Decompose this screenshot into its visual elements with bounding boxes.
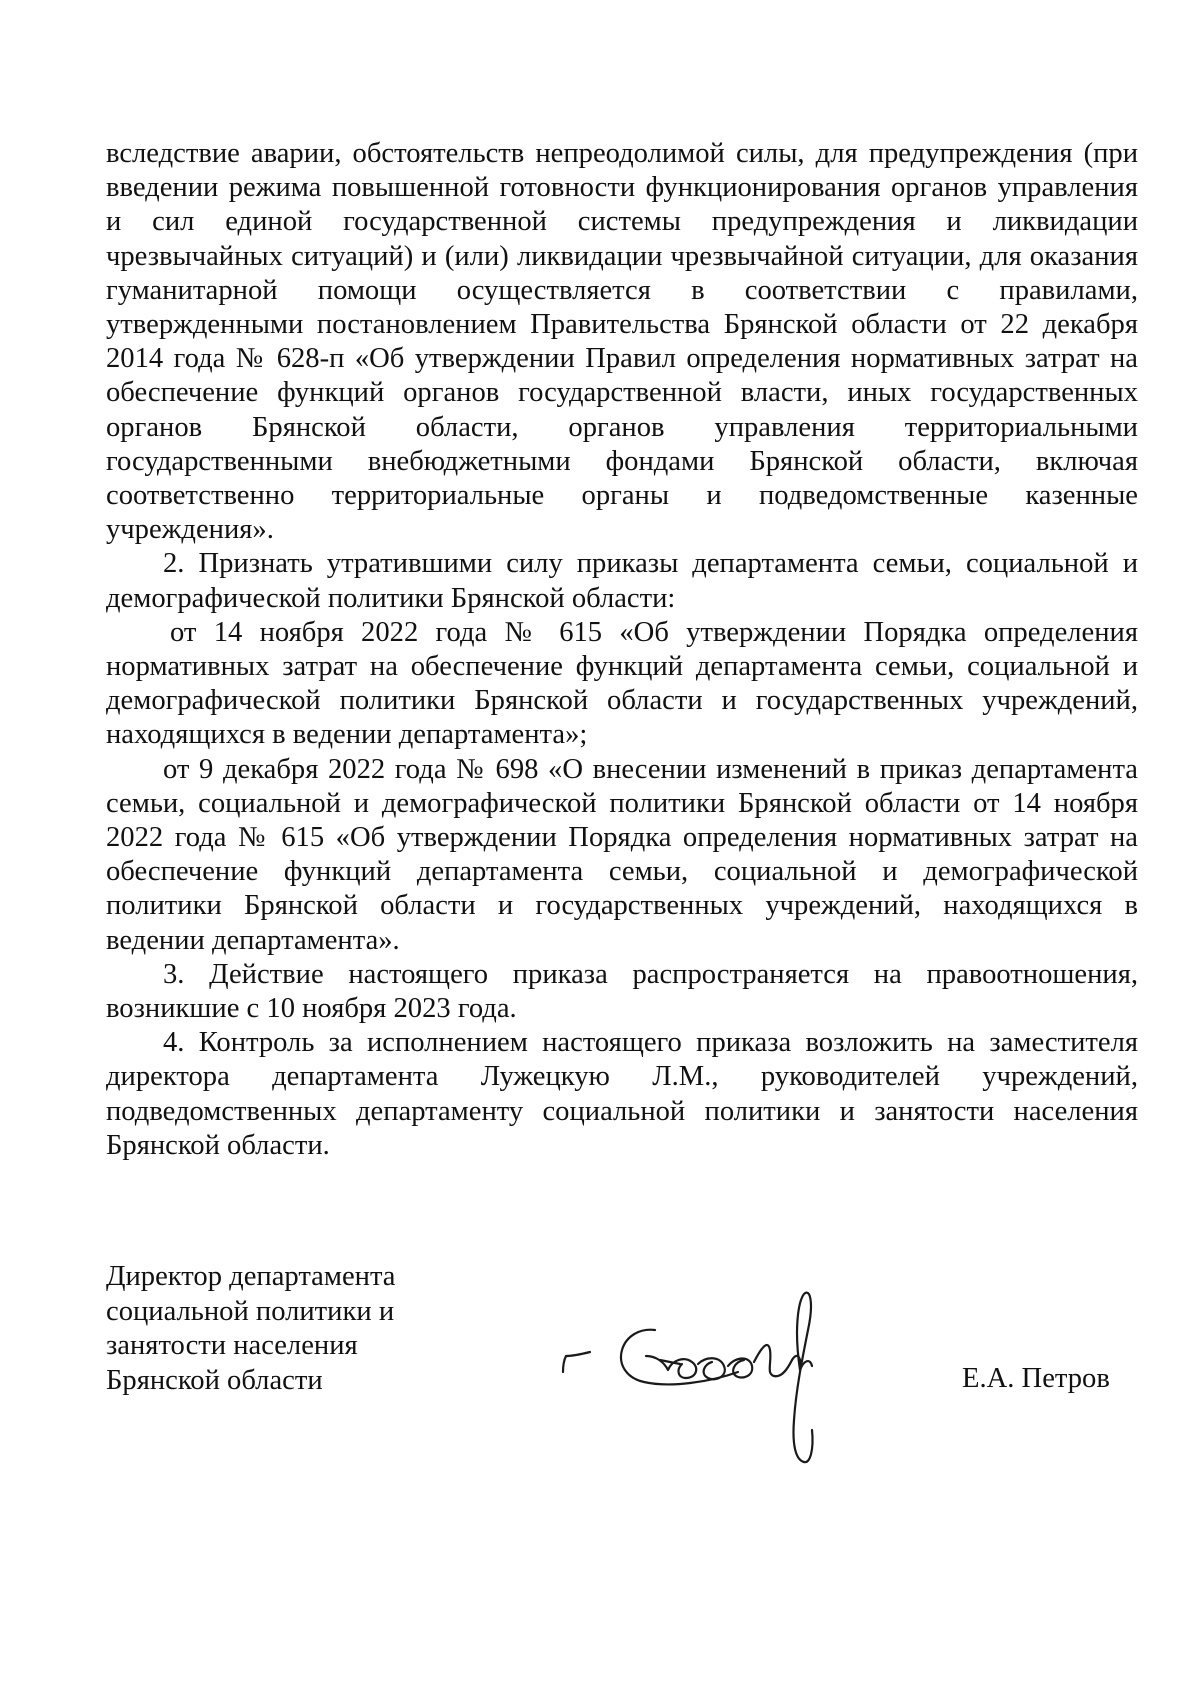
paragraph-repealed-order-698: от 9 декабря 2022 года № 698 «О внесении изменений в приказ департамента семьи, социальной и демографической политики Брянской области от 14 ноября 2022 года № 615 «Об утверждении Порядка определения нормативных затрат на обеспечение функций департамента семьи, социальной и демографической политики Брянской области и государственных учреждений, находящихся в ведении департамента». [106,753,1138,956]
paragraph-item-4: 4. Контроль за исполнением настоящего приказа возложить на заместителя директора департамента Лужецкую Л.М., руководителей учреждений, подведомственных департаменту социальной политики и занятости населения Брянской области. [106,1027,1138,1161]
document-body [106,137,1138,1163]
handwritten-signature [560,1290,890,1480]
signer-title [106,1260,395,1398]
signer-title-line: Директор департамента [106,1261,396,1292]
signer-title-line: Брянской области [106,1364,323,1396]
signer-name: Е.А. Петров [962,1363,1110,1394]
paragraph-item-3: 3. Действие настоящего приказа распространяется на правоотношения, возникшие с 10 ноября 2023 года. [106,958,1138,1025]
signer-title-line: занятости населения [106,1330,358,1361]
signer-title-line: социальной политики и [106,1295,395,1327]
paragraph-repealed-order-615: от 14 ноября 2022 года № 615 «Об утверждении Порядка определения нормативных затрат на обеспечение функций департамента семьи, социальной и демографической политики Брянской области и государственных учреждений, находящихся в ведении департамента»; [106,616,1138,751]
paragraph-item-2: 2. Признать утратившими силу приказы департамента семьи, социальной и демографической политики Брянской области: [106,548,1138,614]
paragraph-continuation: вследствие аварии, обстоятельств непреодолимой силы, для предупреждения (при введении режима повышенной готовности функционирования органов управления и сил единой государственной системы предупреждения и ликвидации чрезвычайных ситуаций) и (или) ликвидации чрезвычайной ситуации, для оказания гуманитарной помощи осуществляется в соответствии с правилами, утвержденными постановлением Правительства Брянской области от 22 декабря 2014 года № 628-п «Об утверждении Правил определения нормативных затрат на обеспечение функций органов государственной власти, иных государственных органов Брянской области, органов управления территориальными государственными внебюджетными фондами Брянской области, включая соответственно территориальные органы и подведомственные казенные учреждения». [106,138,1138,546]
